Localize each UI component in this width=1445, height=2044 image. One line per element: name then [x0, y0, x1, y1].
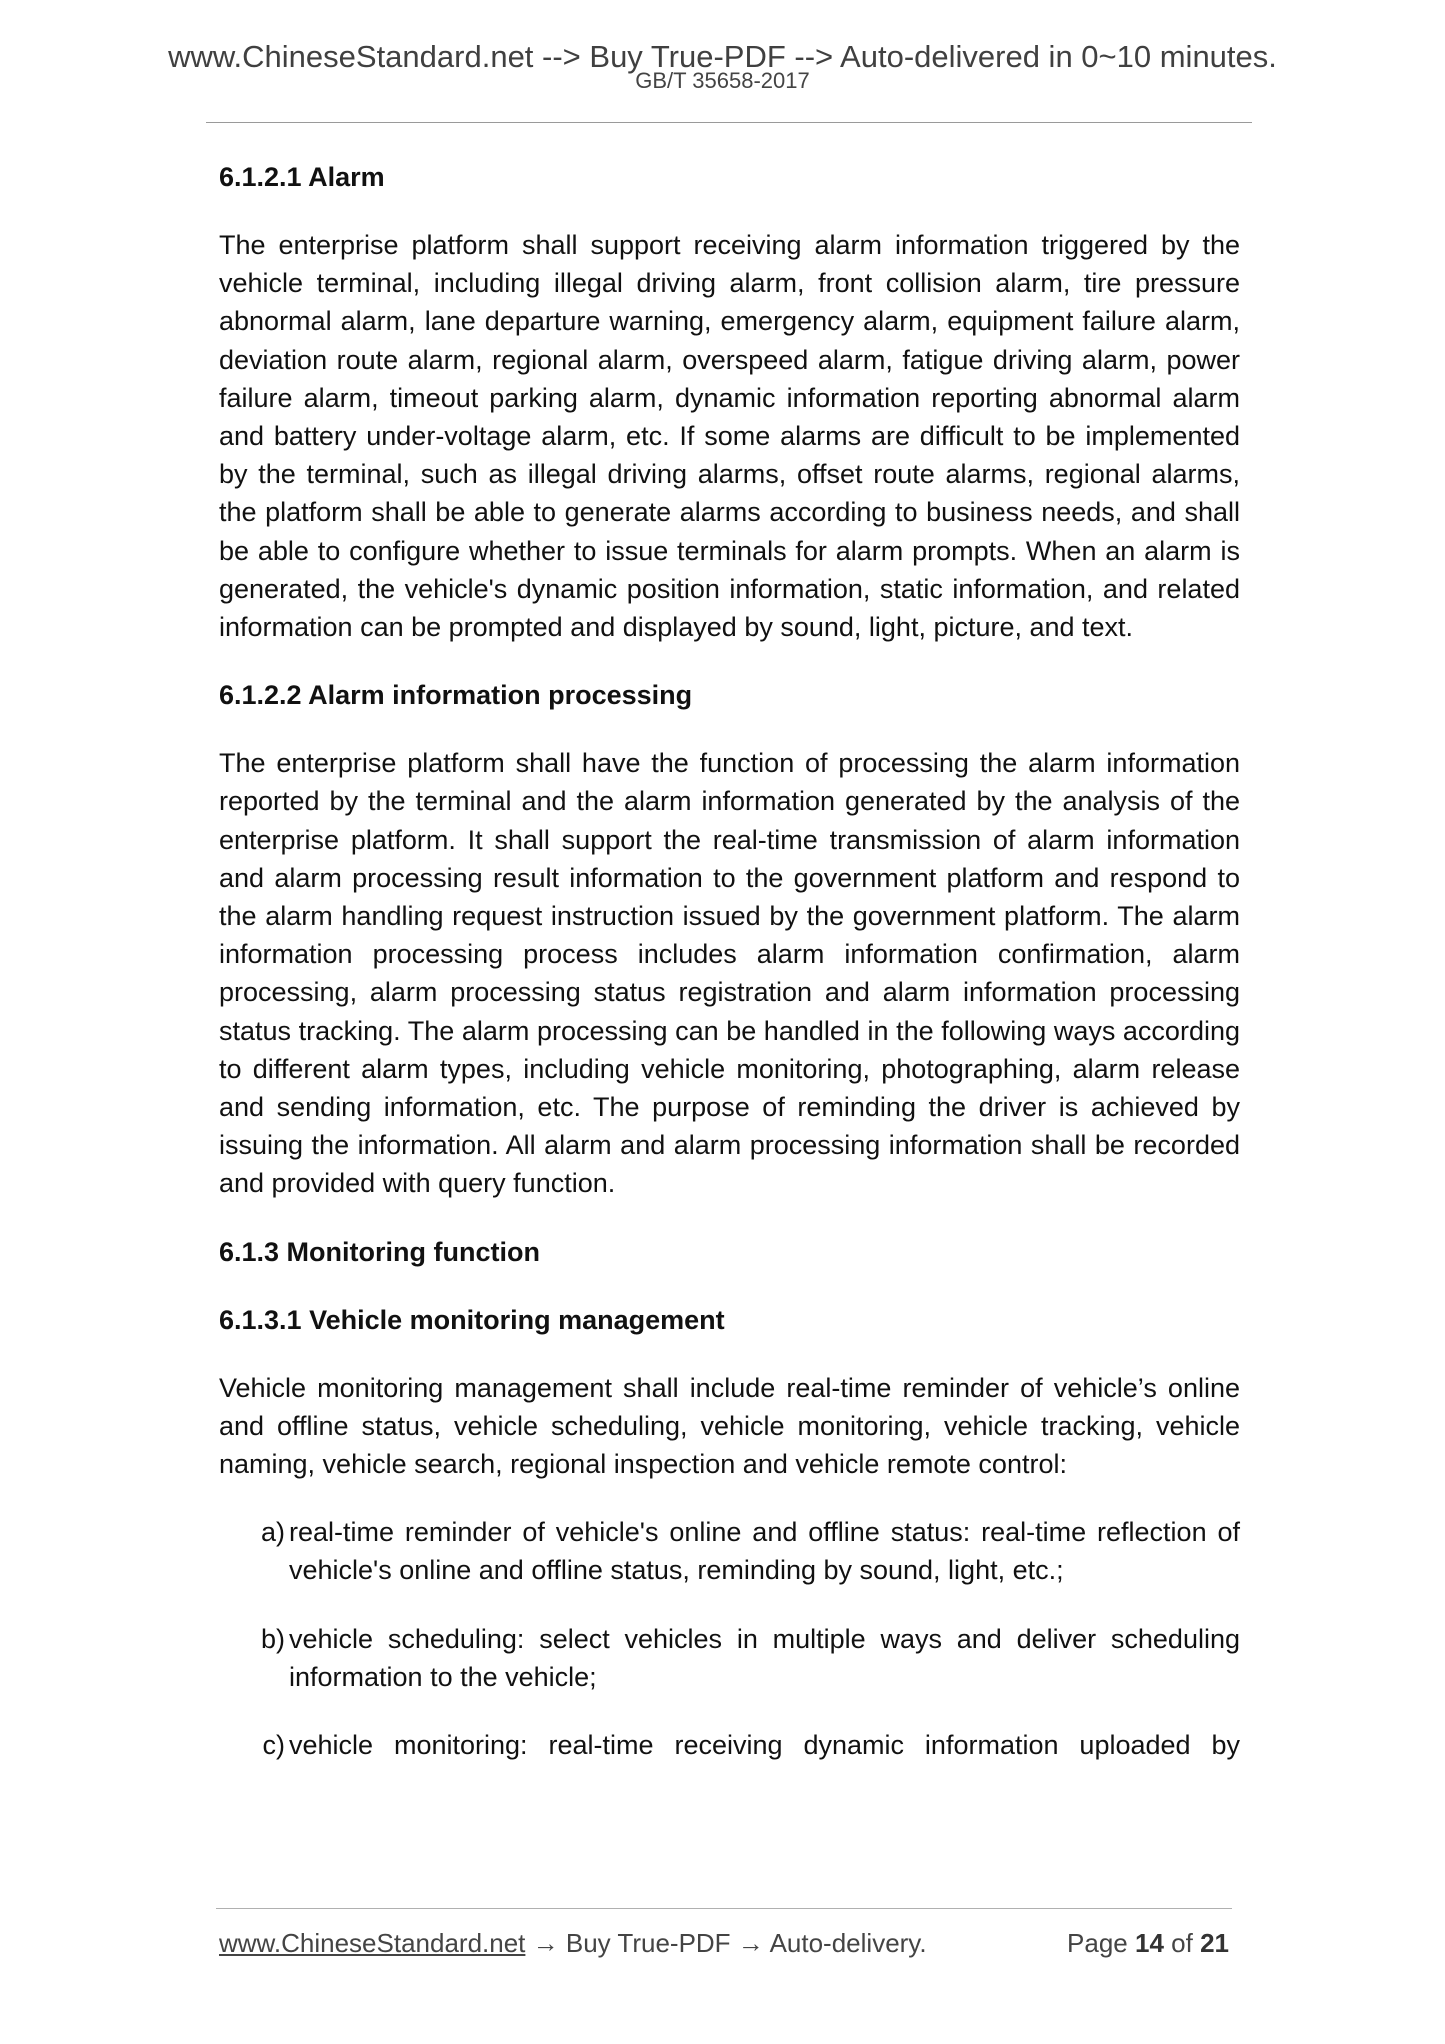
list-marker: b) [260, 1623, 285, 1654]
footer-divider [216, 1908, 1232, 1909]
list-item [219, 1620, 1240, 1696]
of-label: of [1171, 1928, 1193, 1958]
footer-tagline: → Buy True-PDF → Auto-delivery. [525, 1928, 927, 1958]
page-label: Page [1067, 1928, 1128, 1958]
page-footer [219, 1926, 1229, 1960]
paragraph-alarm: The enterprise platform shall support receiving alarm information triggered by the vehicle terminal, including illegal driving alarm, front collision alarm, tire pressure abnormal alarm, lane departure warning, emergency alarm, equipment failure alarm, deviation route alarm, regional alarm, overspeed alarm, fatigue driving alarm, power failure alarm, timeout parking alarm, dynamic information reporting abnormal alarm and battery under-voltage alarm, etc. If some alarms are difficult to be implemented by the terminal, such as illegal driving alarms, offset route alarms, regional alarms, the platform shall be able to generate alarms according to business needs, and shall be able to configure whether to issue terminals for alarm prompts. When an alarm is generated, the vehicle's dynamic position information, static information, and related information can be prompted and displayed by sound, light, picture, and text. [219, 230, 1240, 643]
heading-monitoring-function: 6.1.3 Monitoring function [219, 1236, 540, 1267]
page-number: 14 [1135, 1928, 1164, 1958]
paragraph-vehicle-monitoring: Vehicle monitoring management shall include real-time reminder of vehicle’s online and offline status, vehicle scheduling, vehicle monitoring, vehicle tracking, vehicle naming, vehicle search, regional inspection and vehicle remote control: [219, 1372, 1240, 1480]
header-divider [206, 122, 1252, 123]
document-body [219, 158, 1240, 1764]
list-text: vehicle scheduling: select vehicles in multiple ways and deliver scheduling information to the vehicle; [289, 1623, 1240, 1692]
list-text: real-time reminder of vehicle's online and offline status: real-time reflection of vehicle's online and offline status, reminding by sound, light, etc.; [289, 1517, 1240, 1586]
footer-site-link[interactable]: www.ChineseStandard.net [219, 1928, 526, 1958]
page-indicator [1067, 1926, 1229, 1960]
list-marker: a) [260, 1517, 285, 1548]
standard-number: GB/T 35658-2017 [635, 68, 810, 93]
heading-alarm-processing: 6.1.2.2 Alarm information processing [219, 680, 693, 711]
list-marker: c) [262, 1730, 285, 1761]
heading-vehicle-monitoring: 6.1.3.1 Vehicle monitoring management [219, 1304, 725, 1335]
list-item [219, 1513, 1240, 1589]
total-pages: 21 [1200, 1928, 1229, 1958]
page-header [0, 40, 1445, 92]
list-text: vehicle monitoring: real-time receiving dynamic information uploaded by [289, 1730, 1240, 1761]
paragraph-alarm-processing: The enterprise platform shall have the function of processing the alarm information reported by the terminal and the alarm information generated by the analysis of the enterprise platform. It shall support the real-time transmission of alarm information and alarm processing result information to the government platform and respond to the alarm handling request instruction issued by the government platform. The alarm information processing process includes alarm information confirmation, alarm processing, alarm processing status registration and alarm information processing status tracking. The alarm processing can be handled in the following ways according to different alarm types, including vehicle monitoring, photographing, alarm release and sending information, etc. The purpose of reminding the driver is achieved by issuing the information. All alarm and alarm processing information shall be recorded and provided with query function. [219, 748, 1240, 1199]
list-item [219, 1726, 1240, 1764]
heading-alarm: 6.1.2.1 Alarm [219, 162, 385, 192]
header-banner: www.ChineseStandard.net --> Buy True-PDF --> Auto-delivered in 0~10 minutes. [168, 39, 1277, 74]
